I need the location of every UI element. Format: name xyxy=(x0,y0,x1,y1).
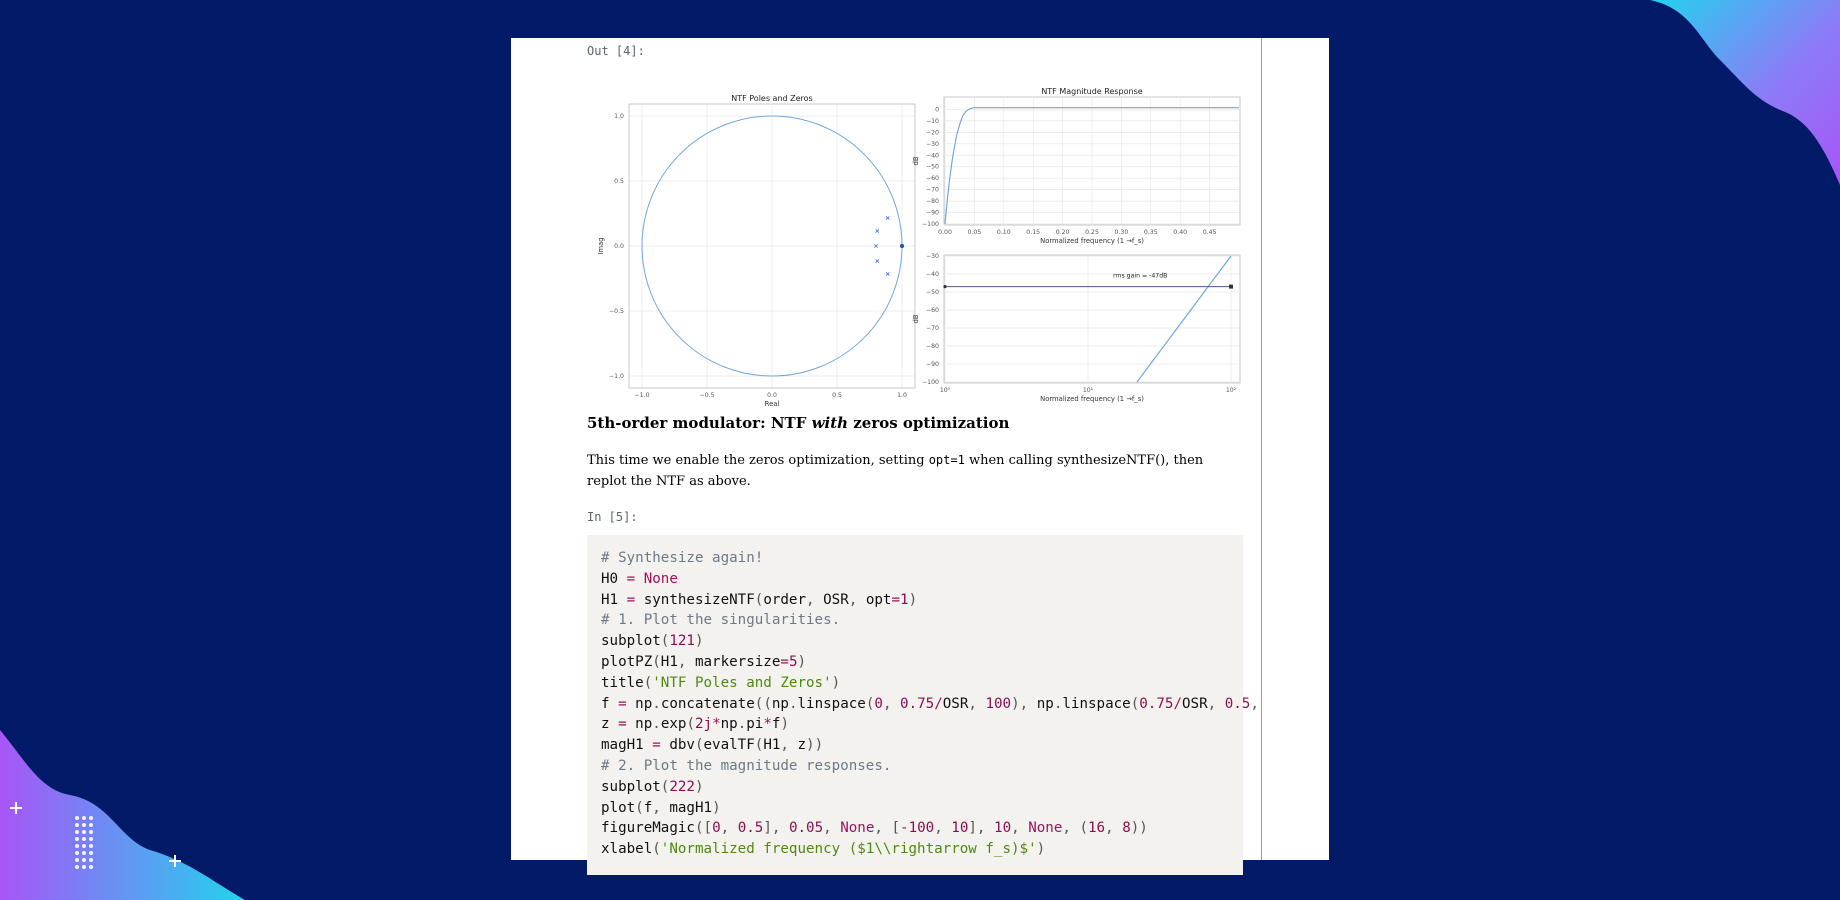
out-prompt: Out [4]: xyxy=(587,44,645,58)
log-y-tick-label: −40 xyxy=(925,271,939,278)
output-figure xyxy=(587,60,1257,412)
mag-title: NTF Magnitude Response xyxy=(1041,87,1143,96)
pz-x-tick-label: 1.0 xyxy=(897,392,907,399)
rms-gain-marker-left xyxy=(943,285,946,288)
mag-y-tick-label: −100 xyxy=(922,221,939,228)
mag-y-tick-label: −50 xyxy=(925,163,939,171)
log-x-tick-label: 10⁰ xyxy=(939,387,951,394)
code-line: subplot(222) xyxy=(601,778,704,795)
paragraph-text: This time we enable the zeros optimization, setting xyxy=(587,453,929,468)
pz-y-tick-label: 0.5 xyxy=(614,178,624,185)
log-x-tick-label: 10¹ xyxy=(1082,387,1094,394)
log-x-tick-label: 10² xyxy=(1225,387,1237,394)
pz-x-axis-label: Real xyxy=(764,400,780,408)
mag-x-tick-label: 0.00 xyxy=(938,229,952,236)
log-y-tick-label: −60 xyxy=(925,307,939,314)
mag-y-tick-label: −30 xyxy=(925,140,939,148)
log-y-tick-label: −70 xyxy=(925,325,939,332)
code-line: magH1 = dbv(evalTF(H1, z)) xyxy=(601,737,824,754)
log-y-tick-label: −90 xyxy=(925,361,939,368)
code-line: # 1. Plot the singularities. xyxy=(601,612,841,629)
mag-y-tick-label: −10 xyxy=(925,117,939,125)
log-x-axis-label: Normalized frequency (1 →f_s) xyxy=(1040,395,1144,403)
pz-x-tick-label: 0.5 xyxy=(832,392,842,399)
heading-emphasis: with xyxy=(811,414,849,432)
bottom-left-decoration xyxy=(0,730,260,900)
code-editor[interactable] xyxy=(587,535,1259,860)
rms-gain-annotation: rms gain = -47dB xyxy=(1113,272,1168,280)
rms-gain-marker-right xyxy=(1229,285,1233,289)
code-line: plotPZ(H1, markersize=5) xyxy=(601,653,807,670)
in-prompt: In [5]: xyxy=(587,510,638,524)
mag-x-tick-label: 0.05 xyxy=(967,229,982,236)
mag-x-tick-label: 0.25 xyxy=(1085,229,1099,236)
pz-y-tick-label: 0.0 xyxy=(614,243,624,250)
mag-x-tick-label: 0.45 xyxy=(1202,229,1217,236)
mag-x-tick-label: 0.20 xyxy=(1055,229,1070,236)
log-y-tick-label: −100 xyxy=(922,379,939,386)
notebook-page xyxy=(511,38,1329,860)
code-line: z = np.exp(2j*np.pi*f) xyxy=(601,716,789,733)
mag-y-axis-label: dB xyxy=(912,156,920,166)
log-y-tick-label: −50 xyxy=(925,289,939,296)
pz-y-tick-label: −1.0 xyxy=(608,373,624,380)
code-line: H0 = None xyxy=(601,570,678,587)
log-y-tick-label: −80 xyxy=(925,343,939,350)
mag-y-tick-label: −60 xyxy=(925,175,939,183)
zero-marker xyxy=(900,244,904,248)
mag-x-tick-label: 0.15 xyxy=(1026,229,1041,236)
code-line: f = np.concatenate((np.linspace(0, 0.75/OSR, 100), np.linspace(0.75/OSR, 0.5, xyxy=(601,695,1259,712)
pz-y-axis-label: Imag xyxy=(597,237,605,255)
code-line: subplot(121) xyxy=(601,633,704,650)
inline-code: opt=1 xyxy=(928,453,965,467)
mag-y-tick-label: −80 xyxy=(925,198,939,206)
page-right-rule xyxy=(1261,38,1262,860)
mag-x-tick-label: 0.10 xyxy=(996,229,1011,236)
mag-y-tick-label: −40 xyxy=(925,152,939,160)
mag-x-tick-label: 0.35 xyxy=(1143,229,1158,236)
pz-x-tick-label: 0.0 xyxy=(767,392,777,399)
code-line: xlabel('Normalized frequency ($1\\rightarrow f_s)$') xyxy=(601,841,1046,858)
top-right-decoration xyxy=(1540,0,1840,190)
code-cell[interactable] xyxy=(587,535,1259,875)
pz-title: NTF Poles and Zeros xyxy=(731,94,813,103)
mag-x-axis-label: Normalized frequency (1 →f_s) xyxy=(1040,237,1144,245)
heading-text-tail: zeros optimization xyxy=(848,414,1010,432)
markdown-heading xyxy=(587,414,1009,432)
code-line: plot(f, magH1) xyxy=(601,799,721,816)
code-line: figureMagic([0, 0.5], 0.05, None, [-100, 10], 10, None, (16, 8)) xyxy=(601,820,1148,837)
mag-y-tick-label: −20 xyxy=(925,129,939,137)
markdown-paragraph xyxy=(587,450,1237,492)
code-line: # Synthesize again! xyxy=(601,550,764,566)
pz-y-tick-label: −0.5 xyxy=(608,308,624,315)
code-line: H1 = synthesizeNTF(order, OSR, opt=1) xyxy=(601,591,918,608)
mag-y-tick-label: 0 xyxy=(935,106,939,114)
mag-y-tick-label: −90 xyxy=(925,209,939,217)
pz-x-tick-label: −0.5 xyxy=(699,392,715,399)
code-line: title('NTF Poles and Zeros') xyxy=(601,674,841,691)
paragraph-text-tail: when calling synthesizeNTF(), then replot the NTF as above. xyxy=(587,453,1204,489)
code-line: # 2. Plot the magnitude responses. xyxy=(601,757,892,774)
log-y-axis-label: dB xyxy=(912,314,920,324)
mag-x-tick-label: 0.40 xyxy=(1173,229,1188,236)
mag-y-tick-label: −70 xyxy=(925,186,939,194)
log-y-tick-label: −30 xyxy=(925,253,939,260)
pz-x-tick-label: −1.0 xyxy=(634,392,650,399)
mag-x-tick-label: 0.30 xyxy=(1114,229,1129,236)
heading-text: 5th-order modulator: NTF xyxy=(587,414,812,432)
pz-y-tick-label: 1.0 xyxy=(614,113,624,120)
